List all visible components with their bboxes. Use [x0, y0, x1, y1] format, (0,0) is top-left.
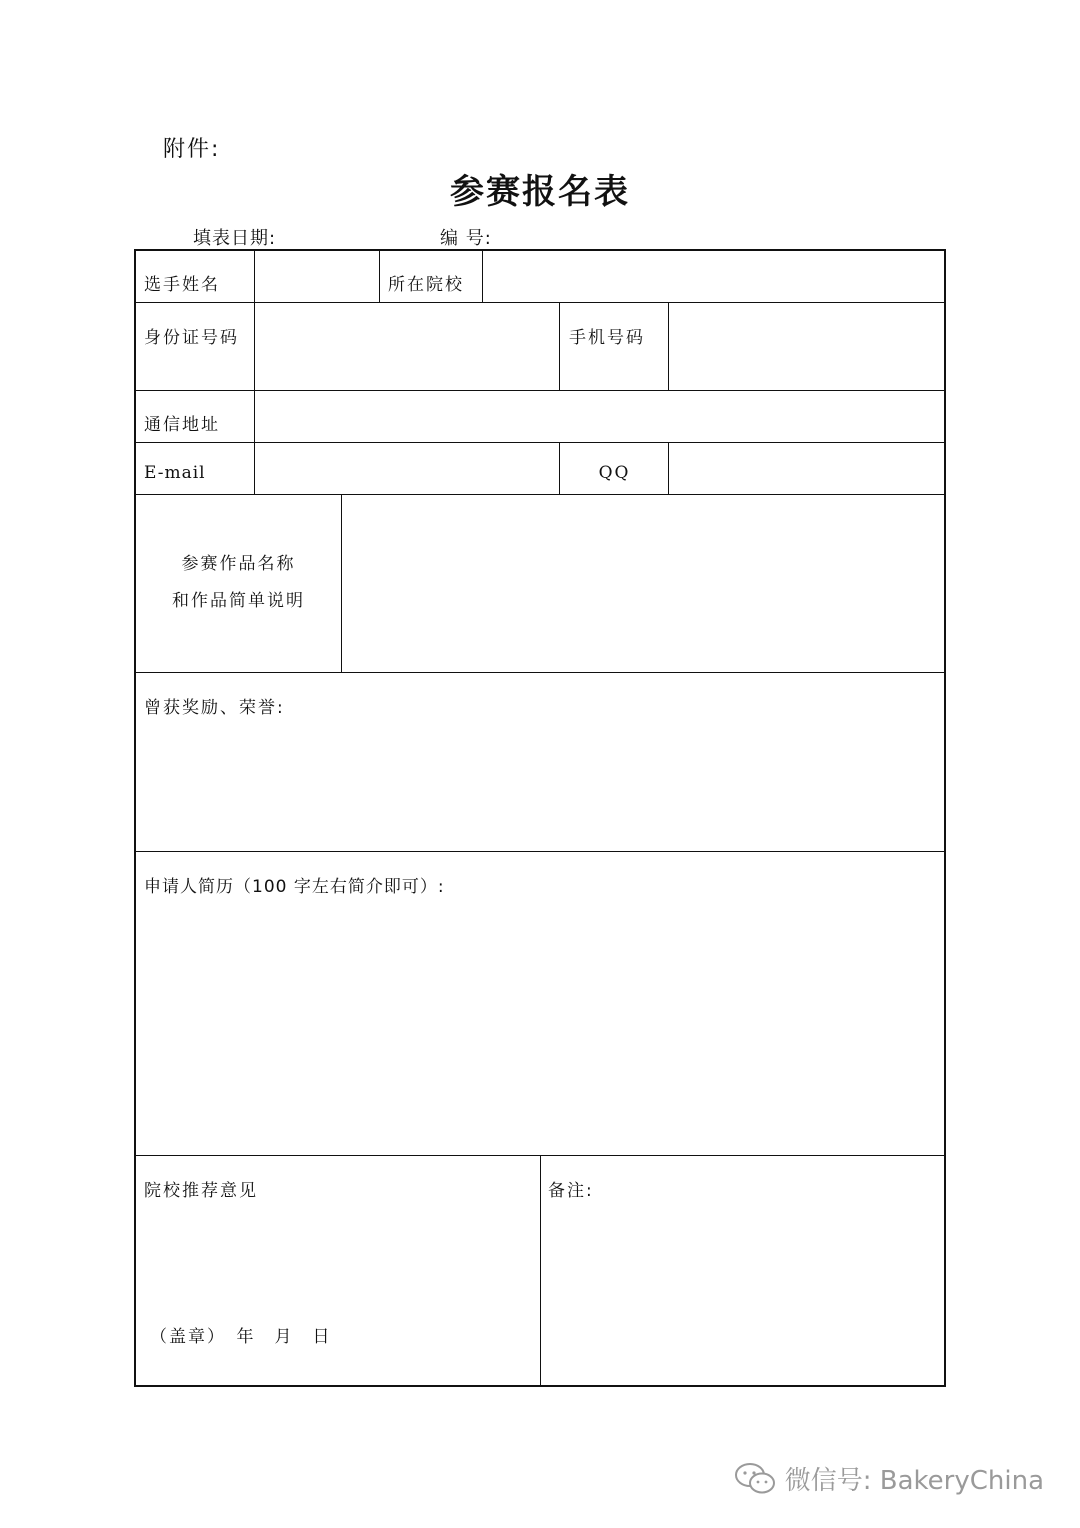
number-label: 编 号:: [440, 228, 492, 249]
attachment-label: 附件:: [163, 137, 221, 162]
address-label: 通信地址: [144, 415, 220, 435]
qq-label: QQ: [598, 463, 631, 483]
address-field[interactable]: [256, 392, 944, 441]
remarks-field[interactable]: [543, 1206, 944, 1382]
school-recommendation-field[interactable]: [138, 1206, 538, 1306]
registration-form-table: [134, 249, 946, 1387]
column-divider: [379, 251, 380, 302]
email-label: E-mail: [144, 463, 206, 483]
player-name-field[interactable]: [256, 253, 378, 301]
seal-date-line: （盖章） 年 月 日: [150, 1327, 332, 1347]
column-divider: [482, 251, 483, 302]
column-divider: [540, 1155, 541, 1387]
school-label: 所在院校: [388, 275, 464, 295]
email-field[interactable]: [256, 444, 558, 493]
column-divider: [341, 494, 342, 672]
work-title-label: 参赛作品名称: [181, 554, 296, 574]
column-divider: [559, 302, 560, 390]
row-divider: [136, 494, 944, 495]
fill-date-label: 填表日期:: [193, 228, 277, 249]
wechat-watermark: [733, 1460, 1044, 1497]
column-divider: [668, 442, 669, 494]
work-description-label: 和作品简单说明: [172, 591, 305, 611]
phone-field[interactable]: [670, 304, 944, 389]
form-title: 参赛报名表: [450, 172, 630, 212]
resume-label: 申请人简历（100 字左右简介即可）:: [144, 877, 445, 897]
column-divider: [559, 442, 560, 494]
work-description-field[interactable]: [343, 496, 944, 671]
row-divider: [136, 672, 944, 673]
school-recommendation-label: 院校推荐意见: [144, 1181, 258, 1201]
column-divider: [254, 251, 255, 494]
row-divider: [136, 302, 944, 303]
row-divider: [136, 390, 944, 391]
school-field[interactable]: [484, 253, 944, 301]
player-name-label: 选手姓名: [144, 275, 220, 295]
id-number-label: 身份证号码: [144, 328, 239, 348]
wechat-icon: [733, 1462, 777, 1496]
qq-field[interactable]: [670, 444, 944, 493]
awards-label: 曾获奖励、荣誉:: [144, 698, 285, 718]
row-divider: [136, 442, 944, 443]
id-number-field[interactable]: [256, 304, 558, 389]
column-divider: [668, 302, 669, 390]
remarks-label: 备注:: [548, 1181, 594, 1201]
phone-label: 手机号码: [569, 328, 645, 348]
awards-field[interactable]: [138, 721, 944, 849]
watermark-text: 微信号: BakeryChina: [784, 1466, 1044, 1496]
resume-field[interactable]: [138, 901, 944, 1153]
row-divider: [136, 851, 944, 852]
